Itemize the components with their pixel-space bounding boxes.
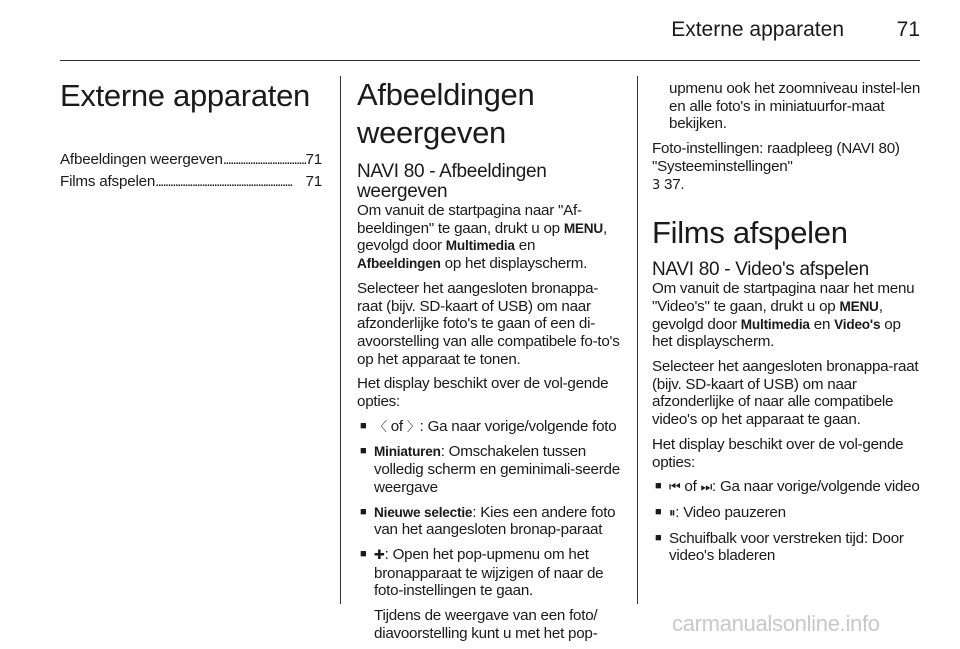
- paragraph: upmenu ook het zoomniveau instel-len en alle foto's in miniatuurfor-maat bekijken.: [669, 80, 921, 133]
- text: , gevolgd door: [357, 219, 608, 255]
- next-icon: 〉: [406, 419, 420, 435]
- text: en: [809, 315, 835, 333]
- reference-arrow-icon: 3: [652, 177, 661, 193]
- table-of-contents: [60, 149, 322, 193]
- new-selection-label: Nieuwe selectie: [374, 504, 473, 520]
- subsection-title: NAVI 80 - Afbeeldingen weergeven: [357, 161, 547, 202]
- toc-label: Films afspelen: [60, 173, 156, 190]
- section-title: Films afspelen: [652, 215, 848, 251]
- text: : Open het pop-upmenu om het bronapparaat te wijzigen of naar de foto-instellingen te gaan.: [374, 545, 604, 600]
- text: : Omschakelen tussen volledig scherm en geminimali-seerde weergave: [374, 443, 620, 496]
- text: en: [514, 237, 536, 255]
- list-item: [652, 530, 922, 565]
- toc-entry[interactable]: [60, 171, 322, 193]
- text: of: [386, 417, 407, 435]
- text: 37.: [660, 175, 685, 193]
- page-header: [60, 18, 920, 44]
- list-item: [357, 418, 622, 437]
- thumbnails-label: Miniaturen: [374, 444, 441, 460]
- column-pictures: [357, 70, 622, 649]
- options-list: [357, 418, 622, 600]
- toc-page: 71: [305, 151, 322, 168]
- watermark: carmanualsonline.info: [672, 611, 880, 636]
- skip-back-icon: ⏮: [669, 480, 681, 496]
- text: op het displayscherm.: [440, 255, 588, 273]
- previous-icon: 〈: [374, 419, 387, 435]
- list-item: [357, 546, 622, 600]
- section-title: Afbeeldingen weergeven: [357, 77, 535, 150]
- header-title: Externe apparaten: [671, 18, 844, 41]
- pictures-label: Afbeeldingen: [357, 256, 441, 272]
- page-number: 71: [896, 18, 920, 41]
- paragraph: [652, 140, 922, 194]
- paragraph: Het display beschikt over de vol-gende opties:: [357, 375, 609, 411]
- menu-button-label: MENU: [839, 298, 879, 314]
- text: Om vanuit de startpagina naar "Af-beeldingen" te gaan, drukt u op: [357, 202, 582, 237]
- column-divider-1: [340, 76, 341, 604]
- list-item: [357, 504, 622, 539]
- multimedia-label: Multimedia: [740, 316, 810, 332]
- pause-icon: ⏸: [669, 505, 676, 521]
- column-films: [652, 70, 922, 572]
- list-item: [652, 504, 922, 523]
- chapter-title: Externe apparaten: [60, 78, 310, 113]
- header-rule: [60, 60, 920, 61]
- text: : Ga naar vorige/volgende video: [712, 478, 920, 496]
- videos-label: Video's: [834, 316, 881, 332]
- toc-page: 71: [305, 173, 322, 190]
- text: Om vanuit de startpagina naar het menu "Video's" te gaan, drukt u op: [652, 280, 915, 315]
- text: , gevolgd door: [652, 297, 883, 333]
- skip-forward-icon: ⏭: [700, 480, 713, 496]
- paragraph: Selecteer het aangesloten bronappa-raat (bijv. SD-kaart of USB) om naar afzonderlijke of naar alle compatibele video's op het apparaat te gaan.: [652, 358, 919, 429]
- text: op het displayscherm.: [652, 315, 901, 351]
- text: of: [680, 478, 701, 496]
- list-item: [652, 478, 922, 497]
- options-list: [652, 478, 922, 565]
- paragraph: [357, 202, 622, 273]
- paragraph: Selecteer het aangesloten bronappa-raat (bijv. SD-kaart of USB) om naar afzonderlijke foto's te gaan of een di-avoorstelling van alle compatibele fo-to's op het apparaat te tonen.: [357, 279, 620, 368]
- toc-entry[interactable]: [60, 149, 322, 171]
- toc-label: Afbeeldingen weergeven: [60, 151, 223, 168]
- plus-icon: ✚: [374, 547, 385, 563]
- paragraph: [652, 280, 922, 351]
- paragraph: Het display beschikt over de vol-gende opties:: [652, 435, 904, 471]
- subsection-title: NAVI 80 - Video's afspelen: [652, 259, 869, 281]
- column-toc: [60, 70, 322, 193]
- text: : Ga naar vorige/volgende foto: [419, 417, 617, 435]
- column-divider-2: [637, 76, 638, 604]
- paragraph: Tijdens de weergave van een foto/ diavoorstelling kunt u met het pop-: [374, 607, 598, 642]
- list-item: [357, 443, 622, 496]
- toc-leader: [155, 171, 305, 193]
- multimedia-label: Multimedia: [445, 238, 515, 254]
- text: : Kies een andere foto van het aangesloten bronap-paraat: [374, 503, 616, 539]
- toc-leader: [223, 149, 306, 171]
- text: Foto-instellingen: raadpleeg (NAVI 80) "Systeeminstellingen": [652, 140, 900, 175]
- text: Schuifbalk voor verstreken tijd: Door video's bladeren: [669, 529, 904, 565]
- text: : Video pauzeren: [675, 503, 786, 521]
- menu-button-label: MENU: [563, 220, 604, 236]
